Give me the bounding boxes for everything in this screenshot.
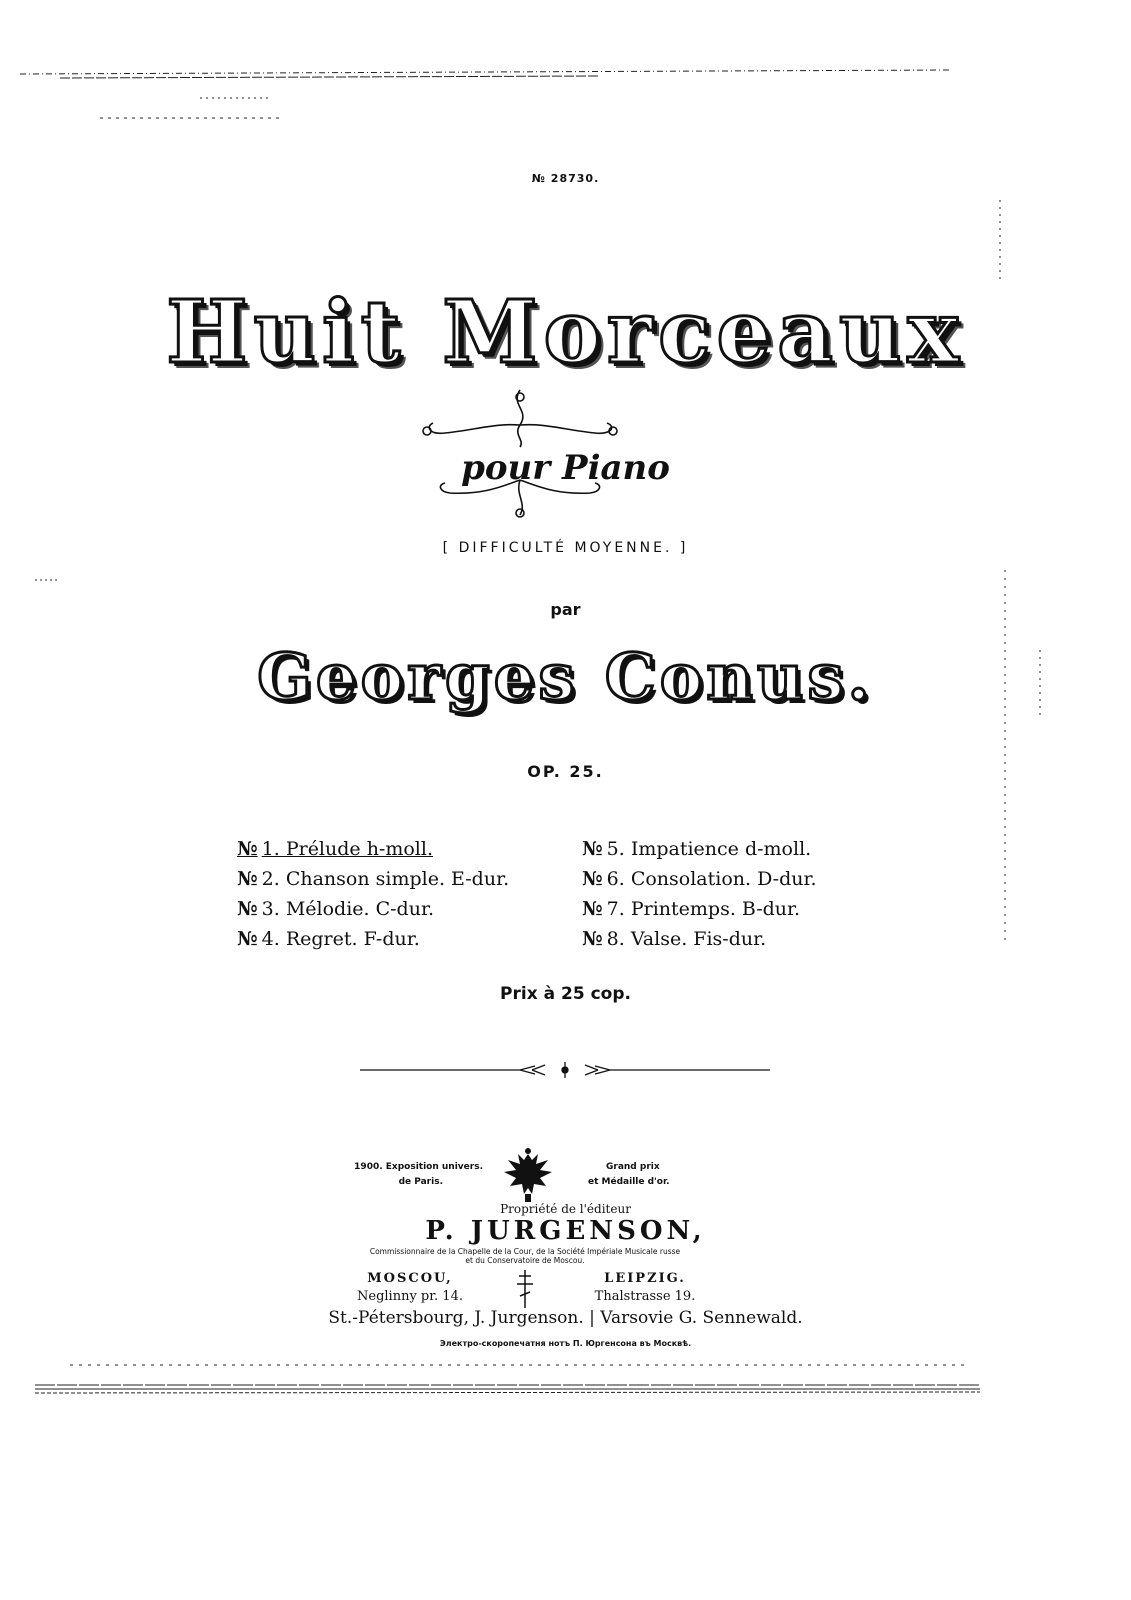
list-item: № 5. Impatience d-moll. xyxy=(582,838,812,860)
price: Prix à 25 cop. xyxy=(500,984,631,1004)
cross-icon xyxy=(515,1268,535,1310)
opus-number: OP. 25. xyxy=(527,762,604,781)
subtitle: pour Piano xyxy=(461,448,670,488)
list-item: № 8. Valse. Fis-dur. xyxy=(582,928,767,950)
bracket-right: ] xyxy=(672,540,689,556)
printer-credit: Электро-скоропечатня нотъ П. Юргенсона въ Москвѣ. xyxy=(439,1339,692,1348)
exposition-info: 1900. Exposition univers. de Paris. xyxy=(354,1162,483,1187)
par-label: par xyxy=(550,600,581,619)
list-item: № 3. Mélodie. C-dur. xyxy=(237,898,434,920)
list-item: № 6. Consolation. D-dur. xyxy=(582,868,817,890)
prize-info: Grand prix et Médaille d'or. xyxy=(588,1162,670,1187)
imperial-eagle-icon xyxy=(500,1146,556,1206)
difficulty xyxy=(0,540,1131,556)
list-item: № 1. Prélude h-moll. xyxy=(237,838,433,860)
plate-number: № 28730. xyxy=(531,172,600,185)
leipzig-address: LEIPZIG. Thalstrasse 19. xyxy=(594,1271,696,1304)
difficulty-text: DIFFICULTÉ MOYENNE. xyxy=(458,540,673,556)
list-item: № 4. Regret. F-dur. xyxy=(237,928,420,950)
composer: Georges Conus. xyxy=(257,640,874,715)
publisher-name: P. JURGENSON, xyxy=(425,1216,706,1246)
ornamental-rule xyxy=(360,1060,770,1080)
propriete-label: Propriété de l'éditeur xyxy=(500,1202,631,1216)
list-item: № 2. Chanson simple. E-dur. xyxy=(237,868,510,890)
agents: St.-Pétersbourg, J. Jurgenson. | Varsovie G. Sennewald. xyxy=(328,1308,803,1328)
bracket-left: [ xyxy=(442,540,459,556)
contents-list xyxy=(237,838,877,952)
publisher-credentials: Commissionnaire de la Chapelle de la Cour, de la Société Impériale Musicale russe et du Conservatoire de Moscou. xyxy=(369,1247,681,1265)
title: Huit Morceaux xyxy=(166,282,965,383)
list-item: № 7. Printemps. B-dur. xyxy=(582,898,801,920)
moscow-address: MOSCOU, Neglinny pr. 14. xyxy=(357,1271,463,1304)
